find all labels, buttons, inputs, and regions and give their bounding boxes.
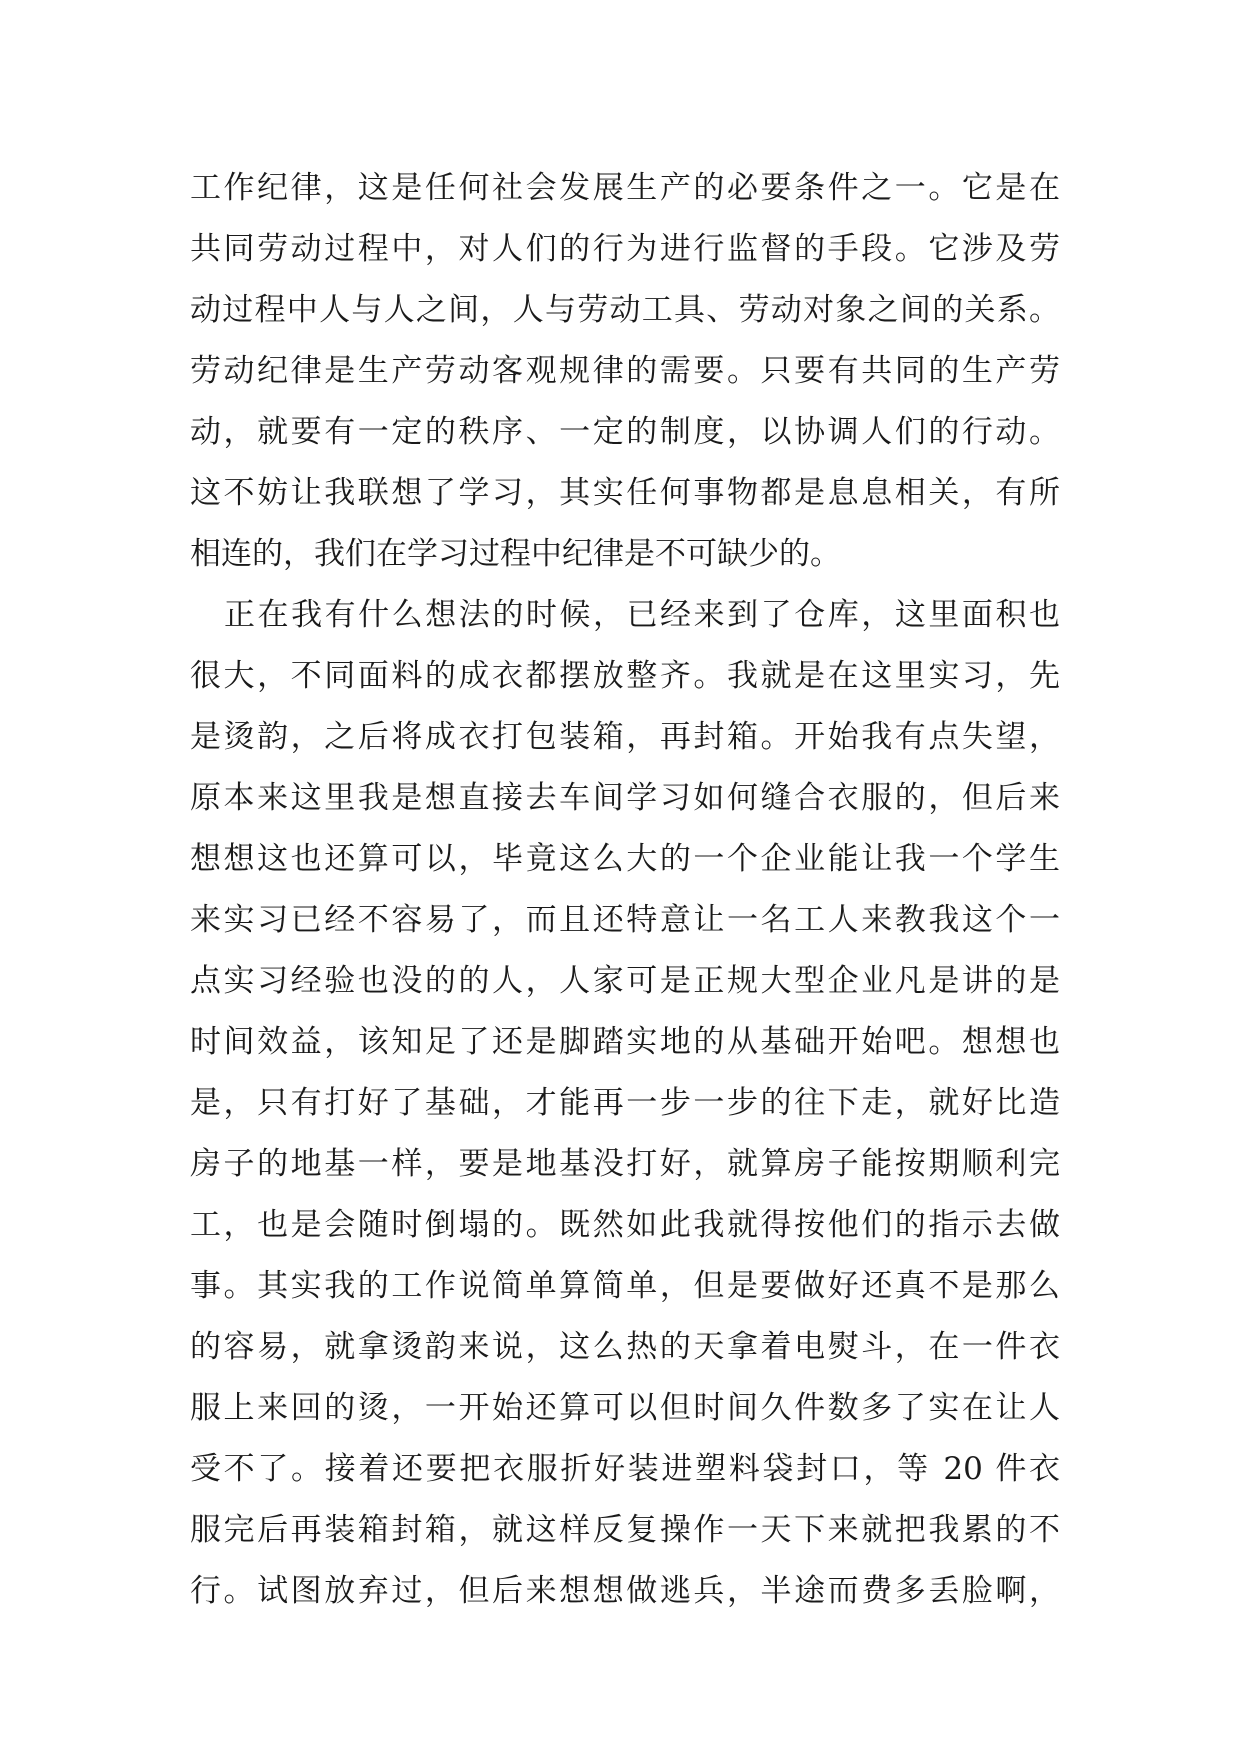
text-line: 很大，不同面料的成衣都摆放整齐。我就是在这里实习，先 [190, 658, 1060, 694]
text-line-paragraph-start: 正在我有什么想法的时候，已经来到了仓库，这里面积也 [224, 597, 1060, 633]
text-line: 是烫韵，之后将成衣打包装箱，再封箱。开始我有点失望， [190, 719, 1060, 755]
text-line: 想想这也还算可以，毕竟这么大的一个企业能让我一个学生 [190, 841, 1060, 877]
text-line: 来实习已经不容易了，而且还特意让一名工人来教我这个一 [190, 902, 1060, 938]
text-line: 是，只有打好了基础，才能再一步一步的往下走，就好比造 [190, 1085, 1060, 1121]
text-line: 事。其实我的工作说简单算简单，但是要做好还真不是那么 [190, 1268, 1060, 1304]
text-line: 受不了。接着还要把衣服折好装进塑料袋封口，等 20 件衣 [190, 1451, 1060, 1487]
text-line: 服上来回的烫，一开始还算可以但时间久件数多了实在让人 [190, 1390, 1060, 1426]
text-line: 这不妨让我联想了学习，其实任何事物都是息息相关，有所 [190, 475, 1060, 511]
text-line: 行。试图放弃过，但后来想想做逃兵，半途而费多丢脸啊， [190, 1573, 1060, 1609]
text-line: 相连的，我们在学习过程中纪律是不可缺少的。 [190, 536, 841, 572]
text-line: 服完后再装箱封箱，就这样反复操作一天下来就把我累的不 [190, 1512, 1060, 1548]
text-line: 时间效益，该知足了还是脚踏实地的从基础开始吧。想想也 [190, 1024, 1060, 1060]
text-line: 共同劳动过程中，对人们的行为进行监督的手段。它涉及劳 [190, 231, 1060, 267]
text-line: 动过程中人与人之间，人与劳动工具、劳动对象之间的关系。 [190, 292, 1060, 328]
text-line: 点实习经验也没的的人，人家可是正规大型企业凡是讲的是 [190, 963, 1060, 999]
text-line: 动，就要有一定的秩序、一定的制度，以协调人们的行动。 [190, 414, 1060, 450]
body-text [190, 158, 1060, 1622]
text-line: 的容易，就拿烫韵来说，这么热的天拿着电熨斗，在一件衣 [190, 1329, 1060, 1365]
text-line: 原本来这里我是想直接去车间学习如何缝合衣服的，但后来 [190, 780, 1060, 816]
text-line: 劳动纪律是生产劳动客观规律的需要。只要有共同的生产劳 [190, 353, 1060, 389]
text-line: 工作纪律，这是任何社会发展生产的必要条件之一。它是在 [190, 170, 1060, 206]
text-line: 工，也是会随时倒塌的。既然如此我就得按他们的指示去做 [190, 1207, 1060, 1243]
text-line: 房子的地基一样，要是地基没打好，就算房子能按期顺利完 [190, 1146, 1060, 1182]
